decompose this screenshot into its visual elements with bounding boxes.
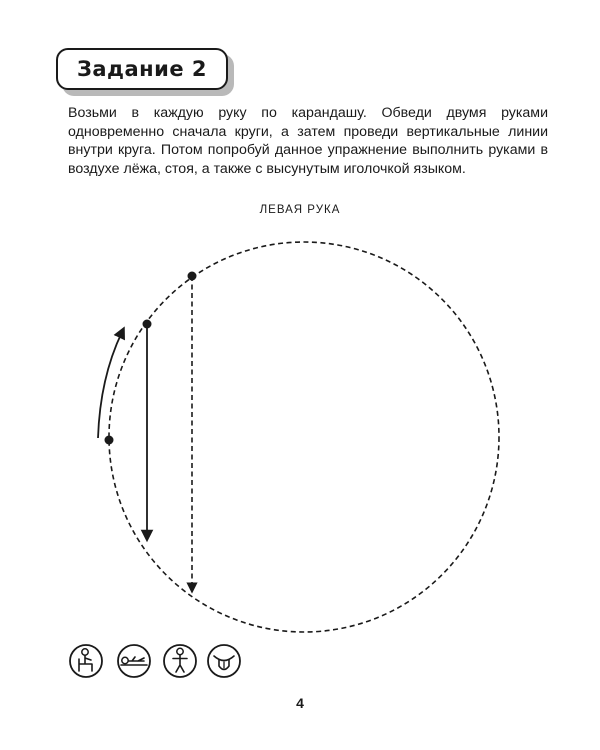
tongue-out-icon <box>206 643 242 679</box>
direction-arrow <box>98 332 122 438</box>
solid-line-start-point <box>143 320 152 329</box>
sitting-icon <box>68 643 104 679</box>
lying-icon <box>116 643 152 679</box>
start-point <box>105 436 114 445</box>
standing-icon <box>162 643 198 679</box>
task-title: Задание 2 <box>76 57 208 81</box>
page-number: 4 <box>296 695 304 711</box>
task-instructions: Возьми в каждую руку по карандашу. Обведи двумя руками одновременно сначала круги, а затем проведи вертикальные линии внутри круга. Потом попробуй данное упражнение выполнить руками в воздухе лёжа, стоя, а также с высунутым иголочкой языком. <box>68 105 548 177</box>
dashed-line-start-point <box>188 272 197 281</box>
hand-label: ЛЕВАЯ РУКА <box>259 204 341 216</box>
dashed-circle <box>109 242 499 632</box>
